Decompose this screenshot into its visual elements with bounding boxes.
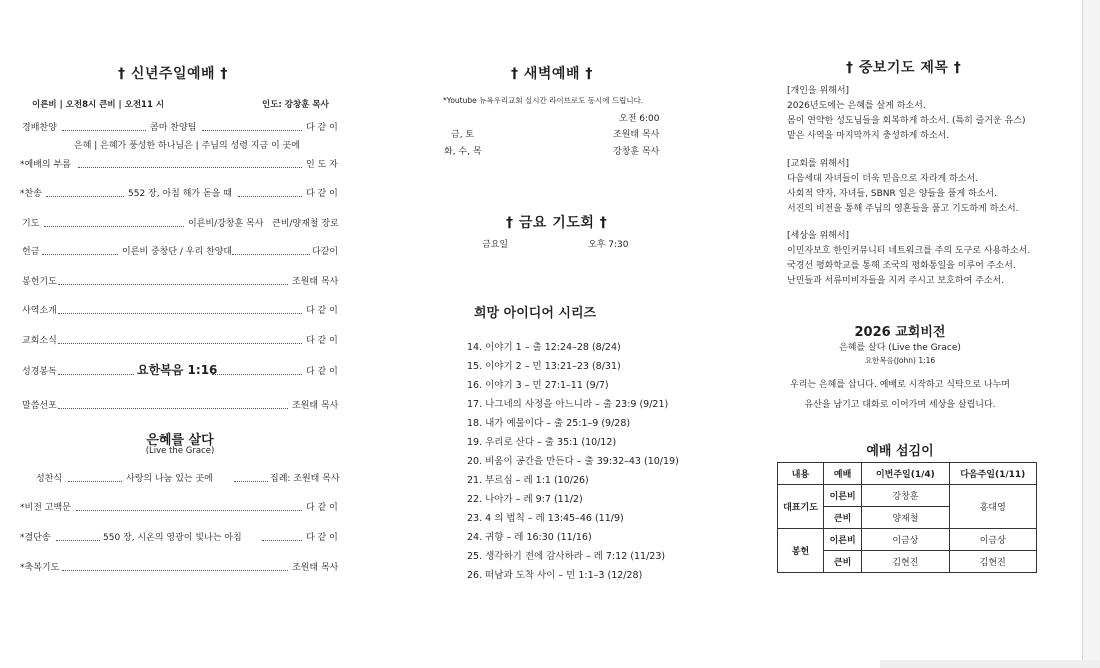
table-cell: 강창훈 [862, 485, 949, 507]
table-header: 이번주일(1/4) [862, 463, 949, 485]
order-item-detail: 사랑의 나눔 있는 곳에 [126, 474, 213, 484]
dawn-leader: 조원태 목사 [613, 130, 660, 140]
page-edge [1082, 0, 1100, 668]
order-item-detail: 552 장, 아침 해가 돋을 때 [128, 189, 232, 199]
order-item-label: *찬송 [20, 189, 42, 199]
table-header: 내용 [778, 463, 824, 485]
table-cell: 이른비 [824, 529, 862, 551]
prayer-line: 맡은 사역을 마지막까지 충성하게 하소서. [787, 131, 950, 141]
series-item: 22. 나아가 – 레 9:7 (11/2) [467, 494, 583, 505]
table-cell: 봉헌 [778, 529, 824, 573]
order-item-leader: 다같이 [312, 247, 339, 257]
order-item-leader: 다 같 이 [306, 336, 338, 346]
series-item: 17. 나그네의 사정을 아느니라 – 출 23:9 (9/21) [467, 399, 669, 410]
order-item-label: 헌금 [22, 247, 40, 257]
table-cell: 대표기도 [778, 485, 824, 529]
order-item-leader: 다 같 이 [306, 123, 338, 133]
vision-title: 2026 교회비전 [854, 325, 946, 340]
prayer-line: 이민자보호 한인커뮤니티 네트워크를 주의 도구로 사용하소서. [787, 246, 1031, 256]
prayer-title: † 중보기도 제목 † [846, 60, 962, 76]
order-item-label: 기도 [22, 219, 40, 229]
table-cell: 이금상 [862, 529, 949, 551]
grace-section-title: 은혜를 살다 [146, 433, 214, 448]
order-item-leader: 다 같 이 [306, 533, 338, 543]
series-item: 24. 귀향 – 레 16:30 (11/16) [467, 532, 592, 543]
order-item-leader: 조원태 목사 [292, 401, 339, 411]
table-cell: 김현진 [862, 551, 949, 573]
table-cell: 큰비 [824, 551, 862, 573]
order-item-label: *예배의 부름 [20, 160, 71, 170]
order-item-label: 봉헌기도 [22, 277, 57, 287]
series-item: 14. 이야기 1 – 출 12:24–28 (8/24) [467, 342, 621, 353]
order-item-label: 경배찬양 [22, 123, 57, 133]
order-item-label: 교회소식 [22, 336, 57, 346]
prayer-line: 몸이 연약한 성도님들을 회복하게 하소서. (특히 즐거운 유스) [787, 116, 1026, 126]
order-item-leader: 다 같 이 [306, 189, 338, 199]
vision-line: 우리는 은혜를 삽니다. 예배로 시작하고 식탁으로 나누며 [790, 380, 1010, 390]
prayer-group-heading: [교회를 위해서] [787, 159, 850, 169]
series-item: 19. 우리로 산다 – 출 35:1 (10/12) [467, 437, 617, 448]
vision-subtitle: 은혜를 살다 (Live the Grace) [839, 343, 961, 353]
order-item-leader: 인 도 자 [306, 160, 338, 170]
table-header: 다음주일(1/11) [949, 463, 1036, 485]
order-item-detail: 이른비/강창훈 목사 [188, 219, 264, 229]
table-cell: 이금상 [949, 529, 1036, 551]
prayer-group-heading: [세상을 위해서] [787, 231, 850, 241]
table-cell: 홍대영 [949, 485, 1036, 529]
table-header: 예배 [824, 463, 862, 485]
order-item-label: 사역소개 [22, 306, 57, 316]
series-item: 16. 이야기 3 – 민 27:1–11 (9/7) [467, 380, 609, 391]
prayer-line: 국경선 평화학교를 통해 조국의 평화통일을 이루어 주소서. [787, 261, 1016, 271]
scripture-reference: 요한복음 1:16 [137, 363, 218, 377]
order-item-label: *비전 고백문 [20, 503, 71, 513]
prayer-line: 사회적 약자, 자녀들, SBNR 일은 양들을 품게 하소서. [787, 189, 997, 199]
friday-day: 금요일 [482, 240, 509, 250]
order-item-leader: 조원태 목사 [292, 563, 339, 573]
worship-leader: 인도: 강창훈 목사 [262, 100, 329, 110]
order-item-leader: 다 같 이 [306, 503, 338, 513]
table-row [778, 485, 1037, 507]
series-item: 26. 떠남과 도착 사이 – 민 1:1–3 (12/28) [467, 570, 643, 581]
prayer-line: 다음세대 자녀들이 더욱 믿음으로 자라게 하소서. [787, 174, 979, 184]
prayer-line: 2026년도에는 은혜를 살게 하소서. [787, 101, 926, 111]
dawn-leader: 강창훈 목사 [613, 147, 660, 157]
series-item: 15. 이야기 2 – 민 13:21–23 (8/31) [467, 361, 621, 372]
worship-times: 이른비 | 오전8시 큰비 | 오전11 시 [32, 100, 165, 110]
order-item-detail: 콤마 찬양팀 [150, 123, 197, 133]
grace-section-subtitle: (Live the Grace) [145, 446, 215, 456]
table-cell: 김현진 [949, 551, 1036, 573]
series-item: 21. 부르심 – 레 1:1 (10/26) [467, 475, 589, 486]
serve-title: 예배 섬김이 [866, 444, 934, 459]
order-item-leader: 큰비/양재철 장로 [272, 219, 339, 229]
series-item: 25. 생각하기 전에 감사하라 – 레 7:12 (11/23) [467, 551, 666, 562]
order-item-detail: 은혜 | 은혜가 풍성한 하나님은 | 주님의 성령 지금 이 곳에 [74, 141, 300, 151]
dawn-time: 오전 6:00 [619, 114, 660, 124]
order-item-label: 말씀선포 [22, 401, 57, 411]
prayer-group-heading: [개인을 위해서] [787, 86, 850, 96]
order-item-leader: 조원태 목사 [292, 277, 339, 287]
order-item-label: *축복기도 [20, 563, 60, 573]
order-item-leader: 다 같 이 [306, 367, 338, 377]
series-item: 18. 내가 예물이다 – 출 25:1–9 (9/28) [467, 418, 631, 429]
vision-reference: 요한복음(John) 1:16 [864, 356, 936, 365]
page-edge-bottom [880, 660, 1100, 668]
order-item-label: *결단송 [20, 533, 51, 543]
order-item-leader: 다 같 이 [306, 306, 338, 316]
table-cell: 큰비 [824, 507, 862, 529]
prayer-line: 난민들과 서류미비자들을 지켜 주시고 보호하여 주소서. [787, 276, 1005, 286]
series-item: 23. 4 의 법칙 – 레 13:45–46 (11/9) [467, 513, 624, 524]
prayer-line: 서진의 비전을 통해 주님의 영혼들을 품고 기도하게 하소서. [787, 204, 1019, 214]
table-cell: 이른비 [824, 485, 862, 507]
table-row [778, 529, 1037, 551]
table-cell: 양재철 [862, 507, 949, 529]
order-item-leader: 집례: 조원태 목사 [270, 474, 340, 484]
dawn-day: 화, 수, 목 [444, 147, 482, 157]
dawn-title: † 새벽예배 † [511, 66, 593, 82]
table-header-row [778, 463, 1037, 485]
friday-time: 오후 7:30 [588, 240, 629, 250]
serve-table [777, 462, 1037, 573]
series-title: 희망 아이디어 시리즈 [474, 306, 597, 321]
dawn-note: *Youtube 뉴욕우리교회 실시간 라이브로도 동시에 드립니다. [443, 96, 644, 105]
friday-title: † 금요 기도회 † [506, 215, 608, 231]
order-item-label: 성경봉독 [22, 367, 57, 377]
order-item-detail: 이른비 중창단 / 우리 찬양대 [122, 247, 233, 257]
dawn-day: 금, 토 [451, 130, 475, 140]
series-item: 20. 비움이 공간을 만든다 – 출 39:32–43 (10/19) [467, 456, 679, 467]
worship-title: † 신년주일예배 † [118, 66, 228, 82]
order-item-label: 성찬식 [36, 474, 63, 484]
order-item-detail: 550 장, 시온의 영광이 빛나는 아침 [103, 533, 242, 543]
vision-line: 유산을 남기고 대화로 이어가며 세상을 살립니다. [804, 400, 996, 410]
